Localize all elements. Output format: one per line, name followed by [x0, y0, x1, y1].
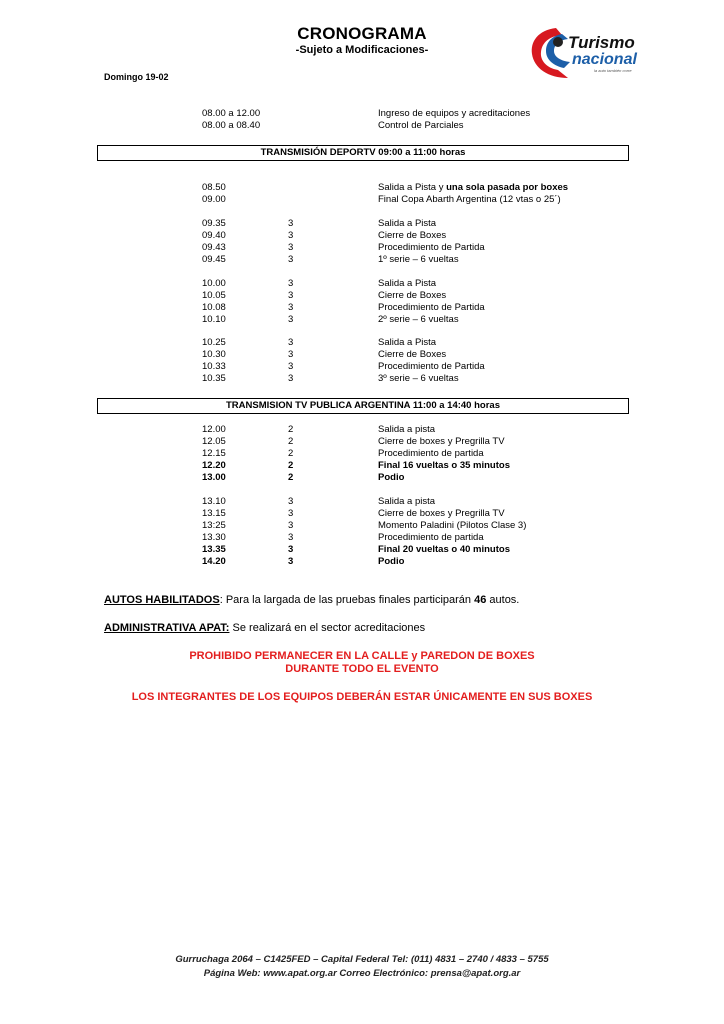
event-date: Domingo 19-02 — [104, 72, 169, 82]
row-description: Podio — [378, 472, 405, 483]
row-time: 14.20 — [202, 556, 226, 567]
row-description: Procedimiento de Partida — [378, 242, 485, 253]
schedule-row — [0, 108, 724, 120]
row-time: 10.08 — [202, 302, 226, 313]
row-time: 12.20 — [202, 460, 226, 471]
row-description: Salida a Pista — [378, 218, 437, 229]
schedule-row — [0, 544, 724, 556]
administrativa-note: ADMINISTRATIVA APAT: Se realizará en el sector acreditaciones — [104, 622, 426, 634]
row-time: 13.35 — [202, 544, 226, 555]
row-time: 13:25 — [202, 520, 226, 531]
schedule-row — [0, 230, 724, 242]
row-count: 3 — [288, 242, 294, 253]
row-count: 3 — [288, 278, 294, 289]
row-description: Salida a Pista — [378, 278, 437, 289]
row-time: 10.00 — [202, 278, 226, 289]
row-time: 13.30 — [202, 532, 226, 543]
footer-web: Página Web: www.apat.org.ar Correo Electrónico: prensa@apat.org.ar — [203, 968, 521, 979]
admin-label: ADMINISTRATIVA APAT: — [104, 622, 230, 634]
schedule-row — [0, 349, 724, 361]
row-description: Cierre de Boxes — [378, 230, 447, 241]
row-description: Salida a Pista — [378, 337, 437, 348]
warning-line-1: PROHIBIDO PERMANECER EN LA CALLE y PAREDON DE BOXES — [189, 650, 535, 662]
schedule-row — [0, 472, 724, 484]
row-description: Procedimiento de Partida — [378, 361, 485, 372]
row-count: 3 — [288, 361, 294, 372]
schedule-row — [0, 520, 724, 532]
row-description: Procedimiento de partida — [378, 532, 484, 543]
row-description: 3º serie – 6 vueltas — [378, 373, 459, 384]
row-count: 3 — [288, 532, 294, 543]
schedule-row — [0, 508, 724, 520]
row-count: 3 — [288, 302, 294, 313]
autos-label: AUTOS HABILITADOS — [104, 594, 220, 606]
row-time: 08.50 — [202, 182, 226, 193]
row-time: 10.33 — [202, 361, 226, 372]
row-description: Salida a Pista y una sola pasada por boxes — [378, 182, 569, 193]
row-count: 3 — [288, 254, 294, 265]
schedule-row — [0, 448, 724, 460]
schedule-row — [0, 120, 724, 132]
row-description: Momento Paladini (Pilotos Clase 3) — [378, 520, 527, 531]
row-time: 10.35 — [202, 373, 226, 384]
schedule-row — [0, 436, 724, 448]
row-time: 12.00 — [202, 424, 226, 435]
row-count: 3 — [288, 373, 294, 384]
row-description: Podio — [378, 556, 405, 567]
row-time: 09.43 — [202, 242, 226, 253]
row-time: 08.00 a 12.00 — [202, 108, 261, 119]
row-description: Cierre de boxes y Pregrilla TV — [378, 436, 505, 447]
row-count: 3 — [288, 496, 294, 507]
row-time: 10.05 — [202, 290, 226, 301]
row-description: Ingreso de equipos y acreditaciones — [378, 108, 531, 119]
row-time: 09.45 — [202, 254, 226, 265]
row-count: 3 — [288, 337, 294, 348]
logo-tagline: la auto también corre — [594, 68, 632, 73]
banner-deportv: TRANSMISIÓN DEPORTV 09:00 a 11:00 horas — [97, 145, 629, 161]
row-description: Salida a pista — [378, 424, 436, 435]
row-description: Final 16 vueltas o 35 minutos — [378, 460, 510, 471]
logo-text-nacional: nacional — [572, 51, 637, 68]
schedule-row — [0, 182, 724, 194]
row-description: 2º serie – 6 vueltas — [378, 314, 459, 325]
row-time: 09.35 — [202, 218, 226, 229]
schedule-row — [0, 373, 724, 385]
row-time: 12.05 — [202, 436, 226, 447]
row-description: Procedimiento de Partida — [378, 302, 485, 313]
row-count: 3 — [288, 520, 294, 531]
row-description: Final 20 vueltas o 40 minutos — [378, 544, 510, 555]
row-time: 09.00 — [202, 194, 226, 205]
row-time: 12.15 — [202, 448, 226, 459]
row-count: 2 — [288, 460, 294, 471]
row-description: Control de Parciales — [378, 120, 464, 131]
autos-habilitados-note: AUTOS HABILITADOS: Para la largada de las pruebas finales participarán 46 autos. — [104, 594, 520, 606]
schedule-row — [0, 218, 724, 230]
document-subtitle: -Sujeto a Modificaciones- — [295, 44, 429, 56]
turismo-nacional-logo — [528, 24, 650, 82]
row-description: Cierre de Boxes — [378, 349, 447, 360]
row-count: 3 — [288, 349, 294, 360]
schedule-row — [0, 361, 724, 373]
logo-text-turismo: Turismo — [568, 33, 635, 52]
footer-address: Gurruchaga 2064 – C1425FED – Capital Federal Tel: (011) 4831 – 2740 / 4833 – 5755 — [175, 954, 549, 965]
schedule-row — [0, 532, 724, 544]
row-description: 1º serie – 6 vueltas — [378, 254, 459, 265]
row-time: 10.30 — [202, 349, 226, 360]
row-count: 3 — [288, 544, 294, 555]
row-count: 2 — [288, 448, 294, 459]
row-description: Cierre de boxes y Pregrilla TV — [378, 508, 505, 519]
schedule-row — [0, 314, 724, 326]
warning-line-3: LOS INTEGRANTES DE LOS EQUIPOS DEBERÁN ESTAR ÚNICAMENTE EN SUS BOXES — [131, 691, 593, 703]
row-time: 13.00 — [202, 472, 226, 483]
schedule-row — [0, 460, 724, 472]
schedule-row — [0, 337, 724, 349]
schedule-row — [0, 254, 724, 266]
schedule-row — [0, 496, 724, 508]
row-time: 10.25 — [202, 337, 226, 348]
row-time: 13.15 — [202, 508, 226, 519]
schedule-row — [0, 290, 724, 302]
row-description: Salida a pista — [378, 496, 436, 507]
schedule-row — [0, 556, 724, 568]
row-count: 3 — [288, 314, 294, 325]
schedule-row — [0, 194, 724, 206]
row-count: 3 — [288, 508, 294, 519]
row-description: Final Copa Abarth Argentina (12 vtas o 25´) — [378, 194, 561, 205]
row-count: 3 — [288, 556, 294, 567]
warning-line-2: DURANTE TODO EL EVENTO — [285, 663, 439, 675]
row-count: 2 — [288, 424, 294, 435]
row-description: Cierre de Boxes — [378, 290, 447, 301]
row-count: 2 — [288, 436, 294, 447]
schedule-row — [0, 302, 724, 314]
row-time: 10.10 — [202, 314, 226, 325]
document-title: CRONOGRAMA — [297, 24, 427, 43]
schedule-row — [0, 424, 724, 436]
row-description: Procedimiento de partida — [378, 448, 484, 459]
row-time: 13.10 — [202, 496, 226, 507]
row-time: 08.00 a 08.40 — [202, 120, 261, 131]
schedule-row — [0, 242, 724, 254]
row-count: 2 — [288, 472, 294, 483]
row-count: 3 — [288, 230, 294, 241]
banner-tv-publica: TRANSMISION TV PUBLICA ARGENTINA 11:00 a 14:40 horas — [97, 398, 629, 414]
row-count: 3 — [288, 218, 294, 229]
schedule-row — [0, 278, 724, 290]
row-count: 3 — [288, 290, 294, 301]
row-time: 09.40 — [202, 230, 226, 241]
